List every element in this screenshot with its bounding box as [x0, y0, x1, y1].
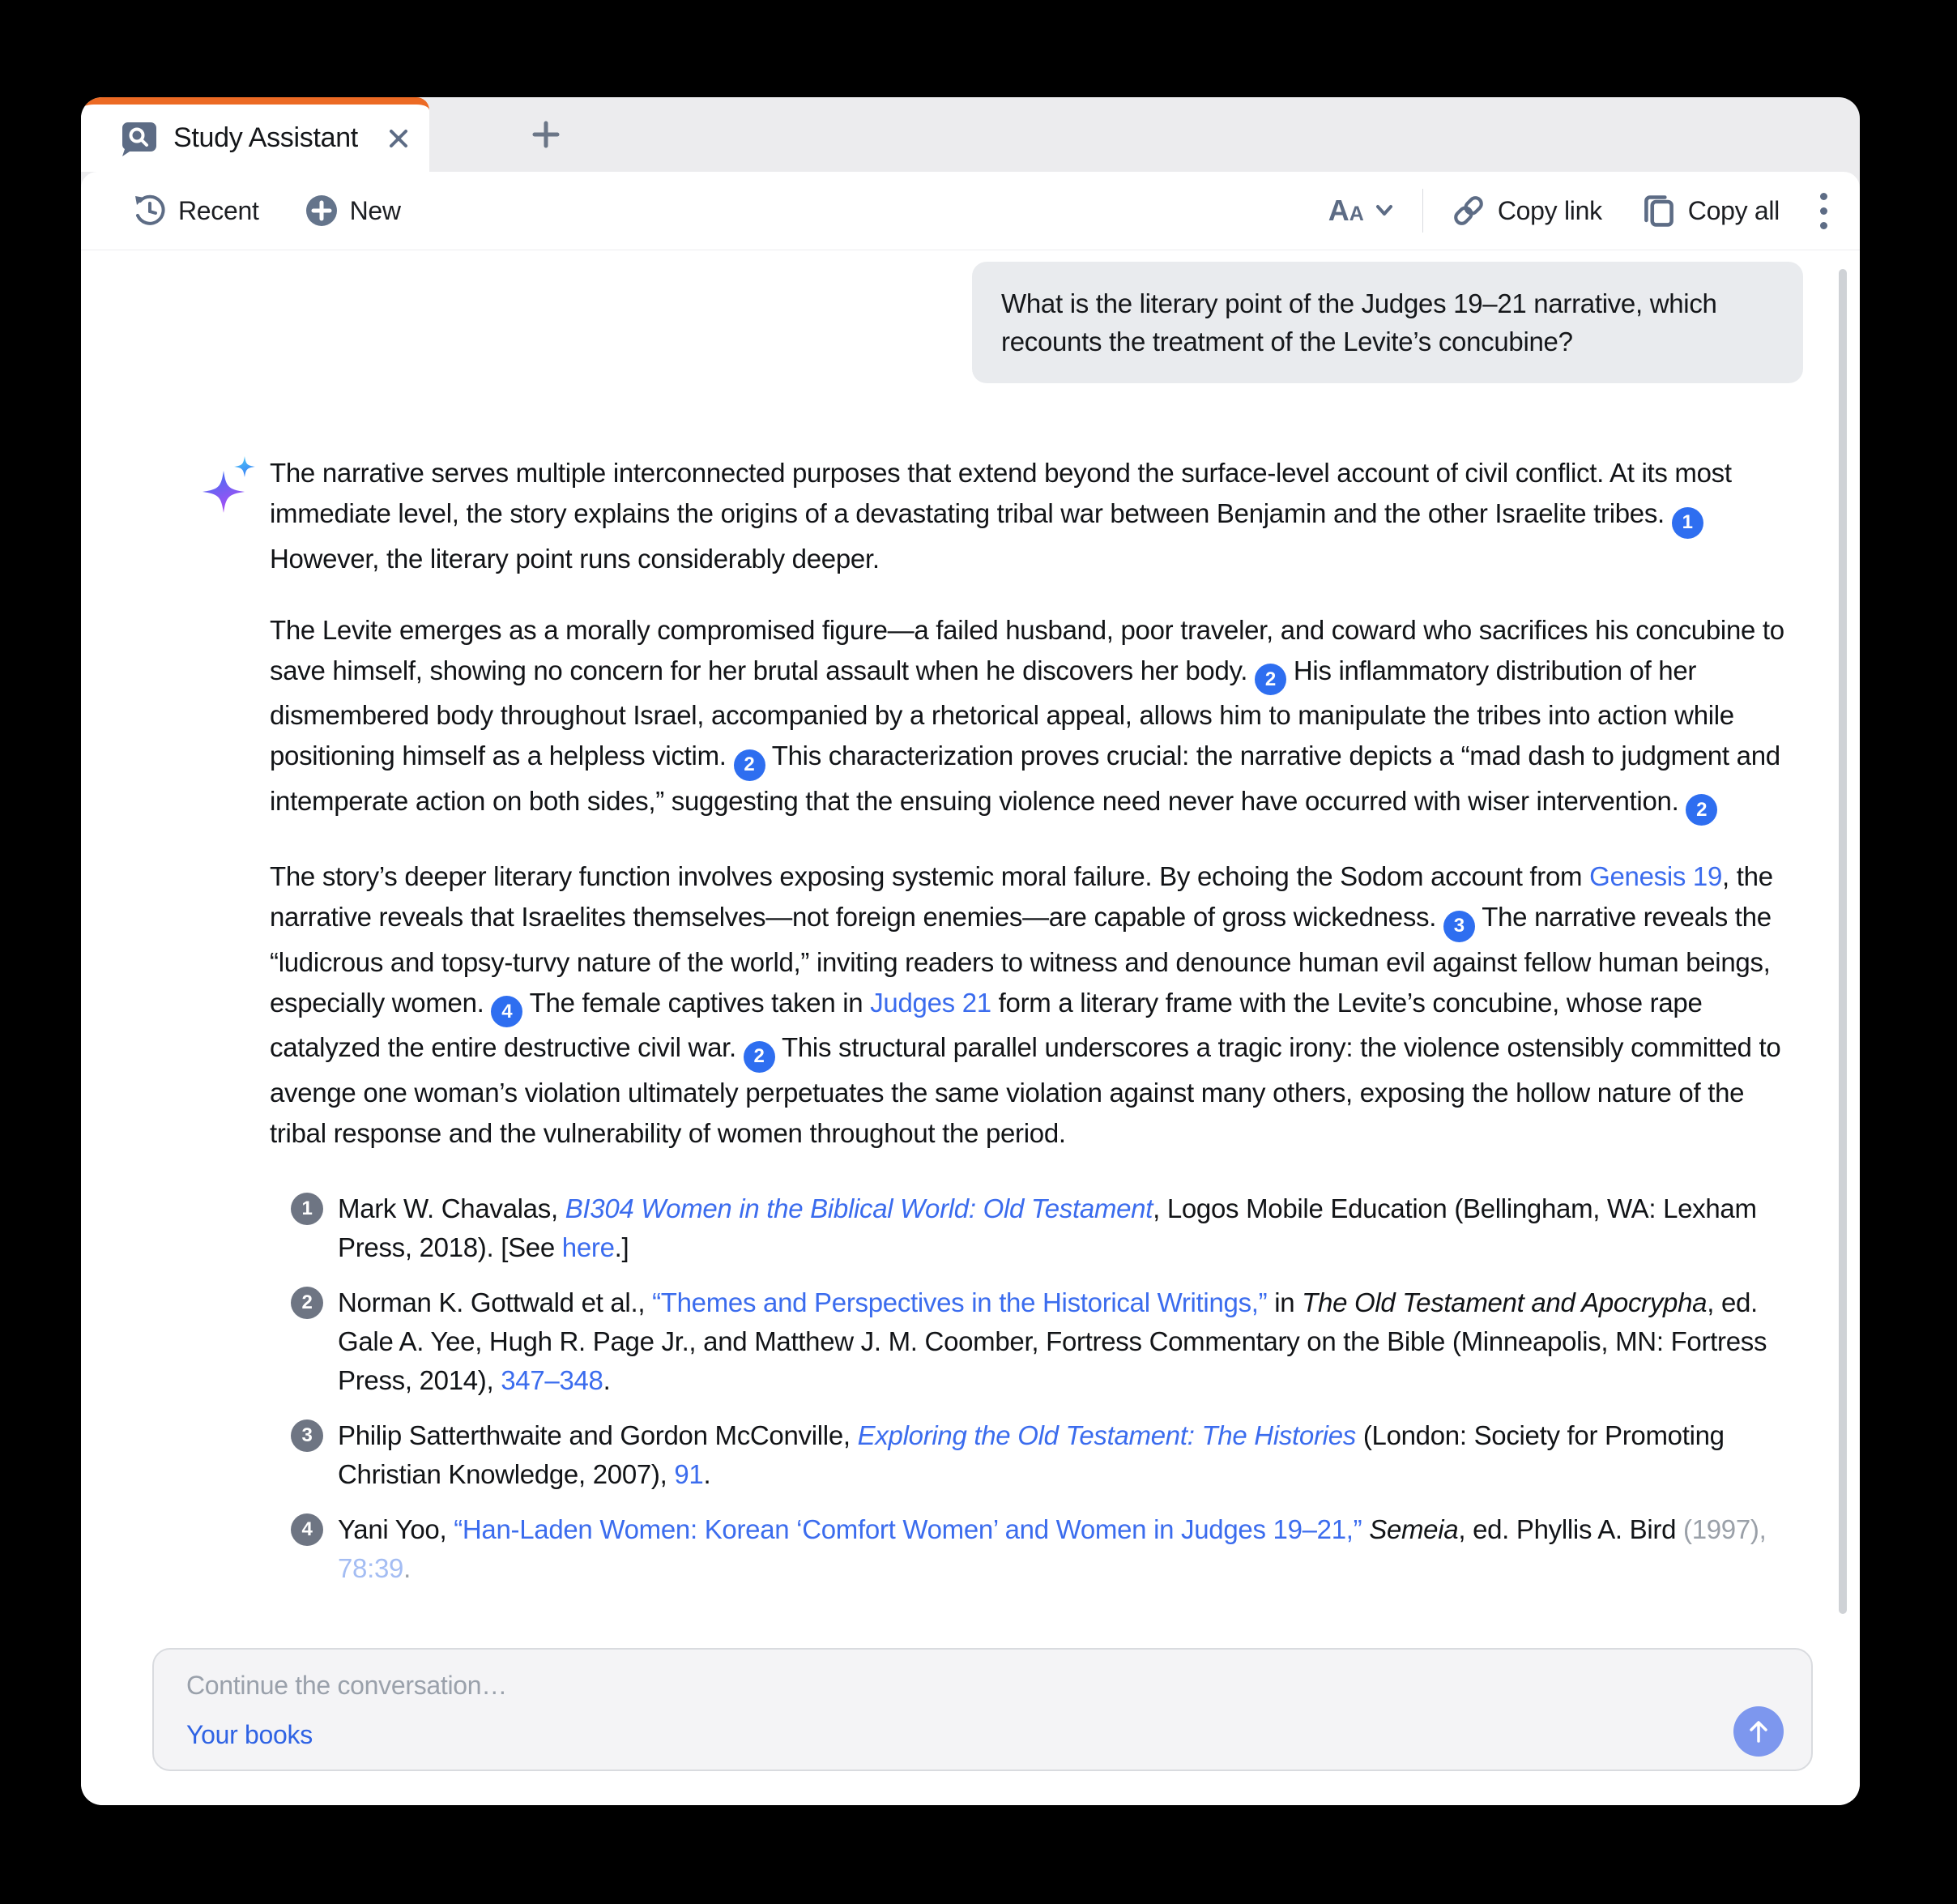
text-link[interactable]: BI304 Women in the Biblical World: Old Testament	[565, 1193, 1153, 1223]
text-segment: However, the literary point runs considerably deeper.	[270, 543, 880, 574]
assistant-answer-text	[270, 453, 1803, 1604]
text-segment: Norman K. Gottwald et al.,	[338, 1287, 653, 1317]
footnote-item	[270, 1416, 1803, 1494]
font-size-small-letter: A	[1349, 203, 1364, 225]
footnote-number-badge[interactable]: 4	[291, 1513, 323, 1546]
text-segment: Semeia	[1369, 1513, 1459, 1544]
footnote-number-badge[interactable]: 3	[291, 1419, 323, 1452]
toolbar-divider	[1422, 189, 1423, 233]
input-placeholder: Continue the conversation…	[186, 1671, 507, 1700]
text-segment: (London: Society for Promoting Christian Knowledge, 2007),	[338, 1419, 1725, 1489]
footnote-text	[338, 1283, 1803, 1400]
font-size-large-letter: A	[1328, 194, 1349, 227]
tab-close-icon[interactable]	[387, 127, 410, 150]
footnote-item	[270, 1283, 1803, 1400]
text-segment: in	[1267, 1287, 1303, 1317]
recent-button[interactable]	[133, 194, 259, 228]
footnote-item	[270, 1189, 1803, 1267]
study-assistant-panel	[81, 172, 1860, 1805]
text-link[interactable]: Genesis 19	[1589, 861, 1723, 891]
answer-paragraph	[270, 453, 1803, 579]
history-icon	[133, 194, 167, 228]
answer-paragraph	[270, 610, 1803, 826]
text-segment: , ed. Phyllis A. Bird	[1458, 1513, 1684, 1544]
text-segment: Yani Yoo,	[338, 1513, 454, 1544]
tab-bar	[81, 97, 1860, 172]
text-link[interactable]: 91	[674, 1458, 704, 1489]
text-link[interactable]: 78:39	[338, 1552, 404, 1583]
footnote-text	[338, 1189, 1803, 1267]
text-segment: The Old Testament and Apocrypha	[1302, 1287, 1708, 1317]
text-segment: The Levite emerges as a morally compromised figure—a failed husband, poor traveler, and coward who sacrifices his concubine to save himself, showing no concern for her brutal assault when he discovers her body.	[270, 614, 1784, 685]
text-segment: His inflammatory distribution of her dismembered body throughout Israel, accompanied by a rhetorical appeal, allows him to manipulate the tribes into action while positioning himself as a helpless victim.	[270, 655, 1734, 771]
toolbar	[81, 172, 1860, 250]
copy-link-button[interactable]	[1451, 193, 1602, 228]
citation-badge[interactable]: 2	[744, 1041, 775, 1073]
more-options-icon[interactable]	[1812, 188, 1835, 234]
copy-link-label: Copy link	[1497, 195, 1602, 225]
footnote-text	[338, 1416, 1803, 1494]
text-segment: .	[603, 1364, 611, 1395]
user-message-bubble: What is the literary point of the Judges 19–21 narrative, which recounts the treatment of the Levite’s concubine?	[972, 262, 1803, 383]
send-button[interactable]	[1733, 1706, 1784, 1757]
plus-circle-icon	[305, 194, 339, 228]
conversation-area	[81, 250, 1860, 1648]
chevron-down-icon	[1374, 199, 1395, 220]
tab-title: Study Assistant	[173, 122, 358, 153]
text-segment: Mark W. Chavalas,	[338, 1193, 565, 1223]
text-segment: The narrative serves multiple interconnected purposes that extend beyond the surface-level account of civil conflict. At its most immediate level, the story explains the origins of a devastating tribal war between Benjamin and the other Israelite tribes.	[270, 458, 1732, 528]
message-input[interactable]	[152, 1648, 1813, 1771]
citation-badge[interactable]: 2	[734, 749, 765, 781]
citation-badge[interactable]: 1	[1672, 507, 1703, 539]
text-segment: .	[403, 1552, 411, 1583]
footnote-item	[270, 1510, 1803, 1588]
text-link[interactable]: here	[561, 1232, 615, 1262]
answer-paragraphs	[270, 453, 1803, 1154]
citation-badge[interactable]: 2	[1255, 664, 1286, 695]
your-books-link[interactable]: Your books	[186, 1720, 313, 1749]
text-link[interactable]: 347–348	[501, 1364, 603, 1395]
text-segment: , ed. Gale A. Yee, Hugh R. Page Jr., and Matthew J. M. Coomber, Fortress Commentary on the Bible (Minneapolis, MN: Fortress Press, 2014),	[338, 1287, 1767, 1395]
footnote-number-badge[interactable]: 2	[291, 1287, 323, 1319]
tab-study-assistant[interactable]	[81, 97, 429, 172]
text-segment: , the narrative reveals that Israelites themselves—not foreign enemies—are capable of gross wickedness.	[270, 861, 1773, 932]
study-assistant-window	[81, 97, 1860, 1805]
scrollbar-thumb[interactable]	[1839, 269, 1847, 1614]
copy-all-label: Copy all	[1687, 195, 1780, 225]
text-link[interactable]: “Themes and Perspectives in the Historical Writings,”	[652, 1287, 1268, 1317]
text-segment: , Logos Mobile Education (Bellingham, WA: Lexham Press, 2018). [See	[338, 1193, 1757, 1262]
citation-badge[interactable]: 3	[1443, 911, 1475, 942]
composer	[152, 1648, 1813, 1771]
link-icon	[1451, 193, 1486, 228]
text-segment: form a literary frame with the Levite’s concubine, whose rape catalyzed the entire destructive civil war.	[270, 987, 1703, 1062]
text-segment: The story’s deeper literary function involves exposing systemic moral failure. By echoing the Sodom account from	[270, 861, 1590, 891]
text-link[interactable]: Exploring the Old Testament: The Histories	[857, 1419, 1356, 1450]
text-segment: .]	[614, 1232, 629, 1262]
footnote-text	[338, 1510, 1803, 1588]
answer-paragraph	[270, 856, 1803, 1154]
copy-icon	[1641, 193, 1677, 228]
text-segment: The female captives taken in	[522, 987, 871, 1018]
text-segment	[1362, 1514, 1369, 1544]
footnote-list	[270, 1189, 1803, 1588]
arrow-up-icon	[1745, 1718, 1772, 1745]
assistant-message	[203, 453, 1803, 1604]
text-link[interactable]: Judges 21	[870, 987, 991, 1018]
text-segment: This characterization proves crucial: the narrative depicts a “mad dash to judgment and intemperate action on both sides,” suggesting that the ensuing violence need never have occurred with wiser intervention.	[270, 741, 1780, 816]
text-segment: Philip Satterthwaite and Gordon McConville,	[338, 1419, 858, 1450]
new-tab-icon[interactable]	[531, 97, 561, 172]
copy-all-button[interactable]	[1641, 193, 1780, 228]
recent-label: Recent	[178, 195, 259, 225]
text-link[interactable]: “Han-Laden Women: Korean ‘Comfort Women’ and Women in Judges 19–21,”	[454, 1513, 1362, 1544]
text-segment: The narrative reveals the “ludicrous and topsy-turvy nature of the world,” inviting readers to witness and denounce human evil against fellow human beings, especially women.	[270, 902, 1772, 1018]
study-assistant-icon	[120, 120, 157, 157]
new-label: New	[349, 195, 401, 225]
citation-badge[interactable]: 4	[491, 996, 522, 1027]
new-conversation-button[interactable]	[305, 194, 401, 228]
text-segment: .	[703, 1458, 711, 1489]
text-segment: (1997),	[1683, 1513, 1767, 1544]
sparkle-icon	[203, 453, 270, 1604]
font-size-menu[interactable]	[1328, 194, 1395, 228]
text-segment: This structural parallel underscores a tragic irony: the violence ostensibly committed to avenge one woman’s violation ultimately perpetuates the same violation against many others, exposing the hollow nature of the tribal response and the vulnerability of women throughout the period.	[270, 1032, 1781, 1148]
citation-badge[interactable]: 2	[1686, 794, 1717, 826]
footnote-number-badge[interactable]: 1	[291, 1193, 323, 1225]
